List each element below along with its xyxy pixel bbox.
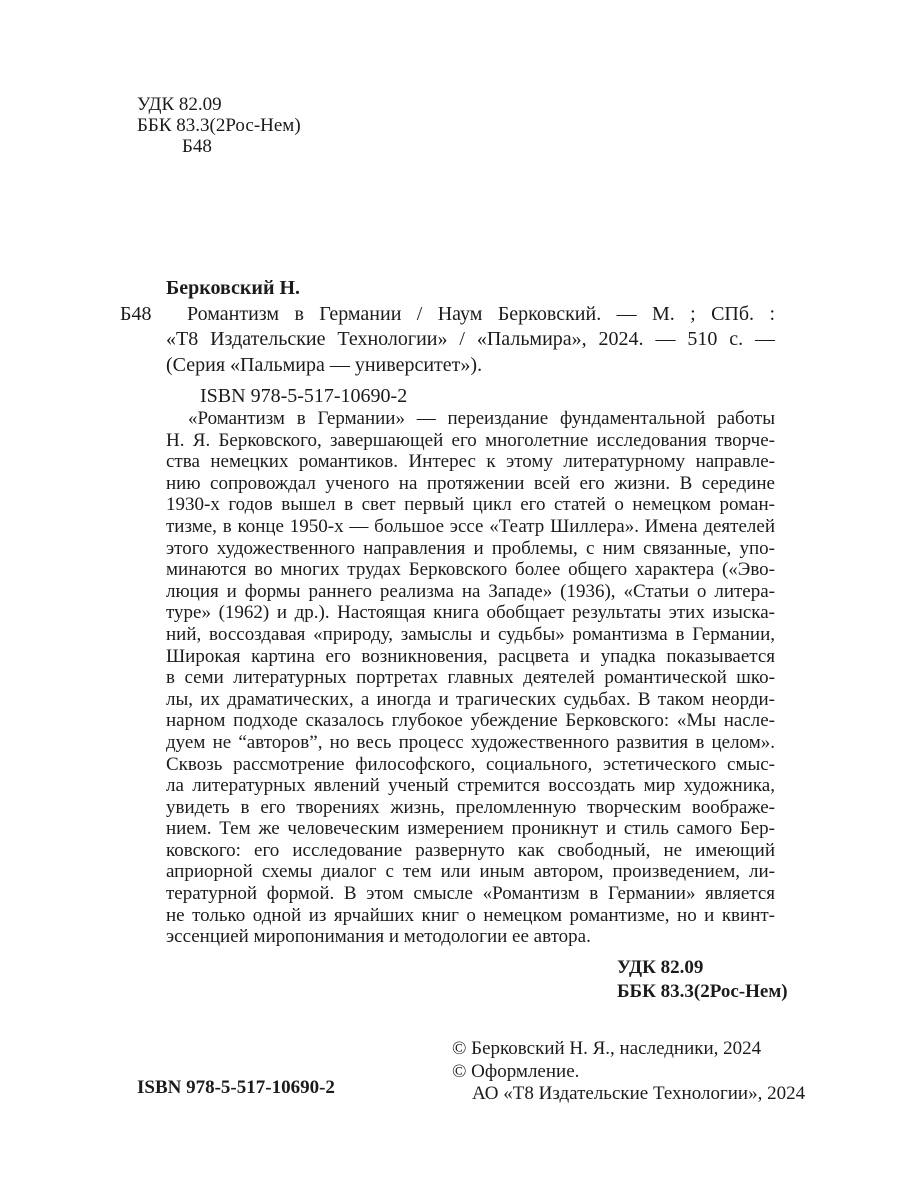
author-sign-top: Б48: [182, 136, 212, 157]
text-line: люция и формы раннего реализма на Западе» (1936), «Статьи о литера-: [166, 580, 775, 602]
copyright-publisher: АО «Т8 Издательские Технологии», 2024: [472, 1083, 806, 1104]
text-line: ства немецких романтиков. Интерес к этому литературному направле-: [166, 451, 775, 473]
text-line: Сквозь рассмотрение философского, социального, эстетического смыс-: [166, 753, 775, 775]
text-line: ла литературных явлений ученый стремится воссоздать мир художника,: [166, 775, 775, 797]
catalog-author-sign: Б48: [120, 302, 152, 325]
text-line: ковского: его исследование развернуто как свободный, не имеющий: [166, 839, 775, 861]
text-line: дуем не “авторов”, но весь процесс художественного развития в целом».: [166, 731, 775, 753]
udc-code-top: УДК 82.09: [137, 94, 222, 115]
text-line: (Серия «Пальмира — университет»).: [166, 353, 483, 376]
text-line: эссенцией миропонимания и методологии ее автора.: [166, 926, 591, 948]
text-line: Широкая картина его возникновения, расцвета и упадка показывается: [166, 645, 775, 667]
isbn-catalog: ISBN 978-5-517-10690-2: [200, 385, 408, 407]
bbk-code-top: ББК 83.3(2Рос-Нем): [137, 115, 301, 136]
text-line: ний, воссоздавая «природу, замыслы и судьбы» романтизма в Германии,: [166, 623, 775, 645]
bottom-classification-block: [617, 956, 788, 1004]
text-line: туре» (1962) и др.). Настоящая книга обобщает результаты этих изыска-: [166, 602, 775, 624]
udc-code-bottom: УДК 82.09: [617, 957, 704, 978]
text-line: «Т8 Издательские Технологии» / «Пальмира», 2024. — 510 с. —: [166, 328, 775, 350]
annotation-paragraph: [166, 408, 775, 948]
text-line: этого художественного направления и проблемы, с ним связанные, упо-: [166, 537, 775, 559]
text-line: не только одной из ярчайших книг о немецком романтизме, но и квинт-: [166, 904, 775, 926]
isbn-footer: ISBN 978-5-517-10690-2: [137, 1077, 335, 1098]
text-line: 1930-х годов вышел в свет первый цикл его статей о немецком роман-: [166, 494, 775, 516]
catalog-author-heading: Берковский Н.: [166, 277, 301, 299]
catalog-entry: [120, 276, 775, 410]
text-line: Н. Я. Берковского, завершающей его многолетние исследования творче-: [166, 429, 775, 451]
text-line: лы, их драматических, а иногда и трагических судьбах. В таком неорди-: [166, 688, 775, 710]
text-line: в семи литературных портретах главных деятелей романтической шко-: [166, 667, 775, 689]
text-line: априорной схемы диалог с тем или иным автором, произведением, ли-: [166, 861, 775, 883]
text-line: нием. Тем же человеческим измерением проникнут и стиль самого Бер-: [166, 818, 775, 840]
text-line: нию сопровождал ученого на протяжении всей его жизни. В середине: [166, 472, 775, 494]
text-line: тизме, в конце 1950-х — большое эссе «Театр Шиллера». Имена деятелей: [166, 515, 775, 537]
text-line: нарном подходе сказалось глубокое убеждение Берковского: «Мы насле-: [166, 710, 775, 732]
copyright-design: © Оформление.: [452, 1060, 580, 1082]
text-line: увидеть в его творениях жизнь, преломленную творческим воображе-: [166, 796, 775, 818]
copyright-block: [452, 1038, 805, 1106]
catalog-description: [166, 302, 775, 379]
top-classification-block: [137, 94, 301, 157]
text-line: «Романтизм в Германии» — переиздание фундаментальной работы: [188, 408, 775, 429]
text-line: минаются во многих трудах Берковского более общего характера («Эво-: [166, 559, 775, 581]
text-line: тературной формой. В этом смысле «Романтизм в Германии» является: [166, 883, 775, 905]
bbk-code-bottom: ББК 83.3(2Рос-Нем): [617, 981, 788, 1002]
text-line: Романтизм в Германии / Наум Берковский. — М. ; СПб. :: [187, 302, 775, 325]
copyright-author: © Берковский Н. Я., наследники, 2024: [452, 1038, 762, 1059]
